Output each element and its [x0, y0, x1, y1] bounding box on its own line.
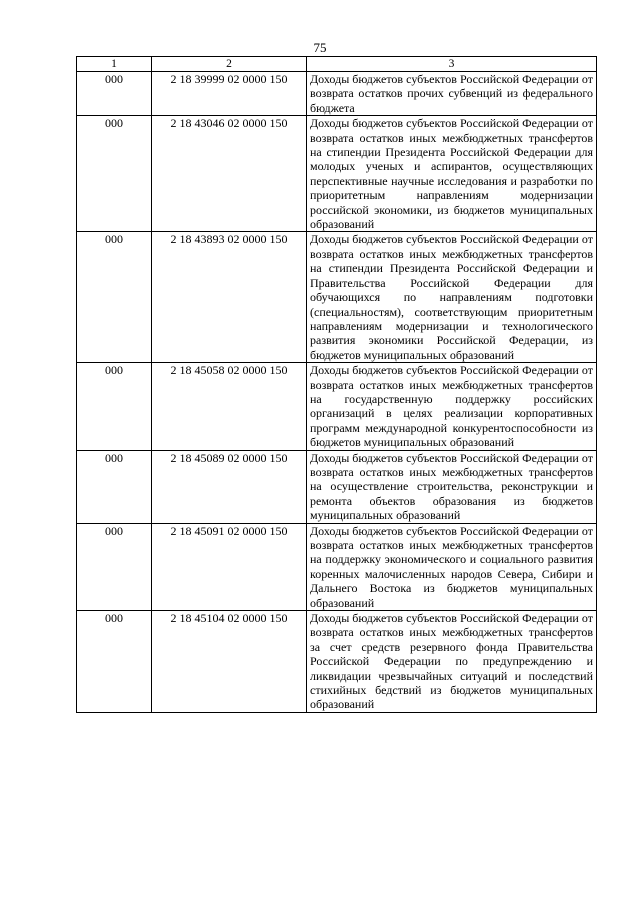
description-cell: Доходы бюджетов субъектов Российской Федерации от возврата остатков иных межбюджетных трансфертов на поддержку экономического и социального развития коренных малочисленных народов Севера, Сибири и Дальнего Востока из бюджетов муниципальных образований — [307, 523, 597, 610]
description-cell: Доходы бюджетов субъектов Российской Федерации от возврата остатков иных межбюджетных трансфертов на осуществление строительства, реконструкции и ремонта объектов образования из бюджетов муниципальных образований — [307, 450, 597, 523]
page-number: 75 — [313, 40, 327, 55]
admin-code-cell: 000 — [77, 232, 152, 363]
table-row — [77, 363, 597, 450]
kbk-code-cell: 2 18 45104 02 0000 150 — [152, 611, 307, 713]
admin-code-cell: 000 — [77, 523, 152, 610]
kbk-code-cell: 2 18 39999 02 0000 150 — [152, 72, 307, 116]
admin-code-cell: 000 — [77, 72, 152, 116]
kbk-code-cell: 2 18 45091 02 0000 150 — [152, 523, 307, 610]
admin-code-cell: 000 — [77, 611, 152, 713]
kbk-code-cell: 2 18 45058 02 0000 150 — [152, 363, 307, 450]
column-header-1: 1 — [77, 57, 152, 72]
description-cell: Доходы бюджетов субъектов Российской Федерации от возврата остатков иных межбюджетных трансфертов на стипендии Президента Российской Федерации и Правительства Российской Федерации для обучающихся по направлениям подготовки (специальностям), соответствующим приоритетным направлениям модернизации и технологического развития экономики Российской Федерации, из бюджетов муниципальных образований — [307, 232, 597, 363]
budget-revenue-table — [76, 56, 597, 713]
table-header-row — [77, 57, 597, 72]
table-row — [77, 72, 597, 116]
table-row — [77, 523, 597, 610]
description-cell: Доходы бюджетов субъектов Российской Федерации от возврата остатков иных межбюджетных трансфертов на государственную поддержку российских организаций в целях реализации корпоративных программ международной конкурентоспособности из бюджетов муниципальных образований — [307, 363, 597, 450]
admin-code-cell: 000 — [77, 450, 152, 523]
description-cell: Доходы бюджетов субъектов Российской Федерации от возврата остатков иных межбюджетных трансфертов за счет средств резервного фонда Правительства Российской Федерации по предупреждению и ликвидации чрезвычайных ситуаций и последствий стихийных бедствий из бюджетов муниципальных образований — [307, 611, 597, 713]
kbk-code-cell: 2 18 45089 02 0000 150 — [152, 450, 307, 523]
description-cell: Доходы бюджетов субъектов Российской Федерации от возврата остатков иных межбюджетных трансфертов на стипендии Президента Российской Федерации для молодых ученых и аспирантов, осуществляющих перспективные научные исследования и разработки по приоритетным направлениям модернизации российской экономики, из бюджетов муниципальных образований — [307, 116, 597, 232]
description-cell: Доходы бюджетов субъектов Российской Федерации от возврата остатков прочих субвенций из федерального бюджета — [307, 72, 597, 116]
kbk-code-cell: 2 18 43893 02 0000 150 — [152, 232, 307, 363]
table-row — [77, 232, 597, 363]
table-row — [77, 450, 597, 523]
kbk-code-cell: 2 18 43046 02 0000 150 — [152, 116, 307, 232]
table-row — [77, 611, 597, 713]
column-header-3: 3 — [307, 57, 597, 72]
column-header-2: 2 — [152, 57, 307, 72]
admin-code-cell: 000 — [77, 116, 152, 232]
admin-code-cell: 000 — [77, 363, 152, 450]
table-row — [77, 116, 597, 232]
